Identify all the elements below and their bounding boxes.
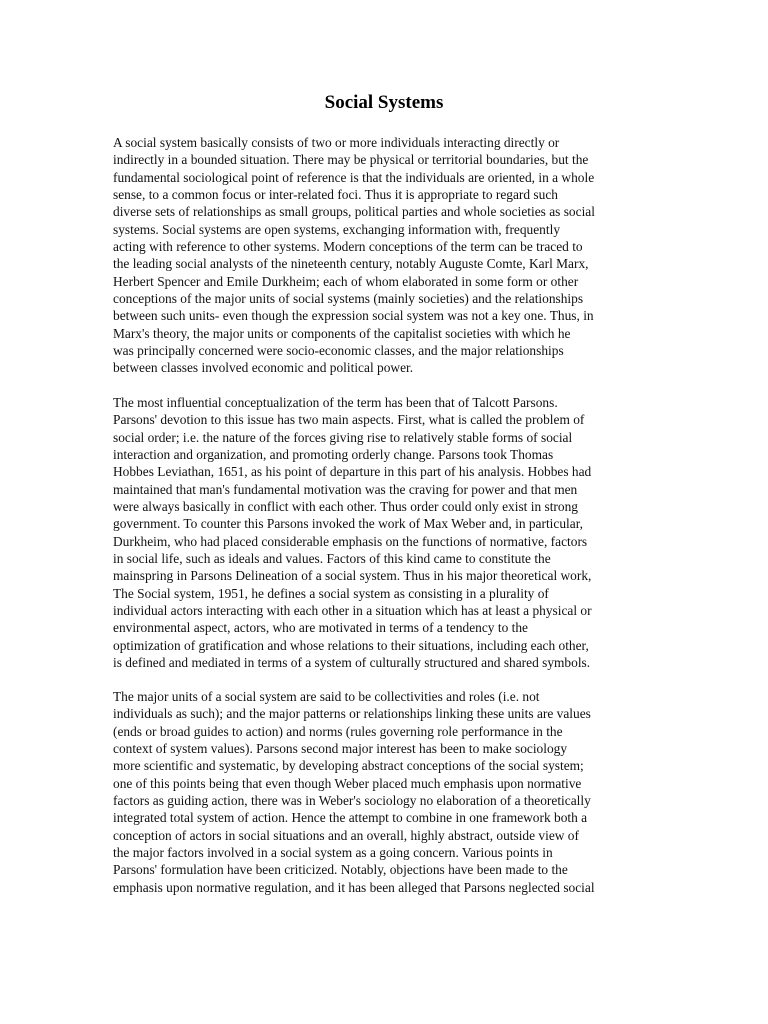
paragraph-2 [113, 394, 658, 672]
paragraph-line: between such units- even though the expression social system was not a key one. Thus, in [113, 308, 594, 324]
paragraph-line: social order; i.e. the nature of the forces giving rise to relatively stable forms of social [113, 429, 573, 445]
paragraph-line: mainspring in Parsons Delineation of a social system. Thus in his major theoretical work, [113, 568, 592, 584]
paragraph-line: A social system basically consists of two or more individuals interacting directly or [113, 135, 560, 150]
paragraph-line: Parsons' devotion to this issue has two main aspects. First, what is called the problem of [113, 412, 585, 428]
paragraph-line: optimization of gratification and whose relations to their situations, including each other, [113, 637, 589, 653]
paragraph-line: more scientific and systematic, by developing abstract conceptions of the social system; [113, 758, 584, 774]
paragraph-line: in social life, such as ideals and values. Factors of this kind came to constitute the [113, 551, 551, 567]
paragraph-line: is defined and mediated in terms of a system of culturally structured and shared symbols. [113, 655, 591, 671]
paragraph-line: fundamental sociological point of reference is that the individuals are oriented, in a whole [113, 169, 595, 185]
paragraph-line: individual actors interacting with each other in a situation which has at least a physical or [113, 603, 592, 619]
paragraph-line: individuals as such); and the major patterns or relationships linking these units are values [113, 706, 591, 722]
paragraph-line: between classes involved economic and political power. [113, 360, 414, 376]
paragraph-line: The Social system, 1951, he defines a social system as consisting in a plurality of [113, 585, 549, 601]
paragraph-line: The most influential conceptualization of the term has been that of Talcott Parsons. [113, 395, 558, 410]
paragraph-line: (ends or broad guides to action) and norms (rules governing role performance in the [113, 723, 563, 739]
paragraph-line: acting with reference to other systems. Modern conceptions of the term can be traced to [113, 239, 583, 255]
paragraph-line: factors as guiding action, there was in Weber's sociology no elaboration of a theoretically [113, 793, 591, 809]
paragraph-line: emphasis upon normative regulation, and it has been alleged that Parsons neglected social [113, 879, 595, 895]
paragraph-line: systems. Social systems are open systems, exchanging information with, frequently [113, 221, 561, 237]
paragraph-line: conceptions of the major units of social systems (mainly societies) and the relationships [113, 291, 584, 307]
paragraph-line: environmental aspect, actors, who are motivated in terms of a tendency to the [113, 620, 528, 636]
paragraph-line: Durkheim, who had placed considerable emphasis on the functions of normative, factors [113, 533, 588, 549]
paragraph-line: indirectly in a bounded situation. There may be physical or territorial boundaries, but the [113, 152, 589, 168]
paragraph-line: maintained that man's fundamental motivation was the craving for power and that men [113, 481, 578, 497]
paragraph-line: the major factors involved in a social system as a going concern. Various points in [113, 845, 553, 861]
paragraph-line: were always basically in conflict with each other. Thus order could only exist in strong [113, 499, 578, 515]
paragraph-line: integrated total system of action. Hence the attempt to combine in one framework both a [113, 810, 588, 826]
paragraph-line: Hobbes Leviathan, 1651, as his point of departure in this part of his analysis. Hobbes had [113, 464, 592, 480]
paragraph-1 [113, 134, 658, 377]
paragraph-line: was principally concerned were socio-economic classes, and the major relationships [113, 343, 564, 359]
paragraph-line: one of this points being that even though Weber placed much emphasis upon normative [113, 775, 582, 791]
paragraph-line: government. To counter this Parsons invoked the work of Max Weber and, in particular, [113, 516, 583, 532]
paragraph-line: interaction and organization, and promoting orderly change. Parsons took Thomas [113, 447, 554, 463]
paragraph-line: Parsons' formulation have been criticized. Notably, objections have been made to the [113, 862, 568, 878]
paragraph-line: context of system values). Parsons second major interest has been to make sociology [113, 741, 568, 757]
paragraph-line: sense, to a common focus or inter-related foci. Thus it is appropriate to regard such [113, 187, 558, 203]
paragraph-line: diverse sets of relationships as small groups, political parties and whole societies as social [113, 204, 595, 220]
paragraph-line: the leading social analysts of the nineteenth century, notably Auguste Comte, Karl Marx, [113, 256, 589, 272]
paragraph-line: Marx's theory, the major units or components of the capitalist societies with which he [113, 325, 571, 341]
paragraph-line: The major units of a social system are said to be collectivities and roles (i.e. not [113, 689, 540, 704]
paragraph-line: Herbert Spencer and Emile Durkheim; each of whom elaborated in some form or other [113, 273, 579, 289]
document-title: Social Systems [324, 92, 444, 113]
paragraph-3 [113, 688, 658, 896]
paragraph-line: conception of actors in social situations and an overall, highly abstract, outside view of [113, 827, 579, 843]
